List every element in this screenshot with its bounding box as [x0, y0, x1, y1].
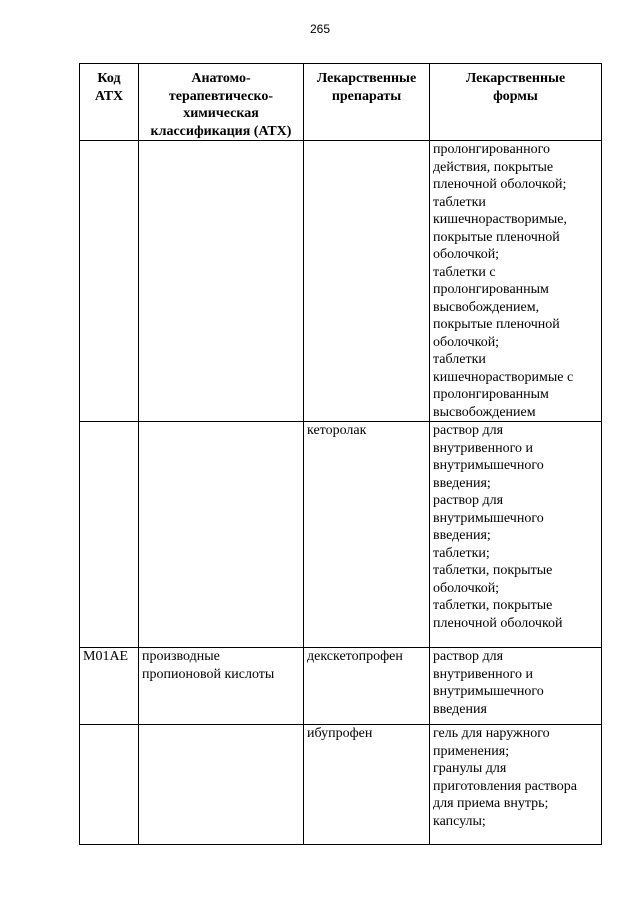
cell-text-line: таблетки;	[433, 545, 490, 561]
table-row	[80, 648, 602, 725]
cell-text-line: гранулы для	[433, 761, 507, 776]
cell-text-line: для приема внутрь;	[433, 796, 549, 811]
cell-text-line: кеторолак	[307, 423, 367, 438]
cell-classification	[139, 648, 304, 725]
cell-text-line: покрытые пленочной	[433, 317, 560, 332]
cell-text-line: пленочной оболочкой	[433, 615, 563, 631]
cell-text-line: действия, покрытые	[433, 159, 554, 175]
cell-text-line: пропионовой кислоты	[142, 666, 275, 682]
cell-text-line: высвобождением,	[433, 299, 540, 315]
cell-text-line: кишечнорастворимые с	[433, 369, 574, 385]
cell-code	[80, 725, 139, 845]
cell-text-line: приготовления раствора	[433, 778, 577, 794]
cell-text-line: ибупрофен	[307, 726, 373, 741]
cell-text-line: таблетки	[433, 352, 486, 367]
cell-text-line: классификация (АТХ)	[150, 123, 292, 139]
cell-text-line: декскетопрофен	[307, 649, 403, 664]
cell-text-line: Лекарственные	[316, 71, 417, 86]
cell-text-line: оболочкой;	[433, 334, 500, 350]
table-header-row	[80, 64, 602, 141]
cell-classification	[139, 422, 304, 648]
cell-text-line: таблетки, покрытые	[433, 598, 553, 613]
cell-text-line: введения	[433, 701, 487, 717]
cell-drug	[304, 648, 430, 725]
table-row	[80, 422, 602, 648]
cell-drug	[304, 725, 430, 845]
cell-classification	[139, 141, 304, 422]
cell-text-line: применения;	[433, 743, 510, 759]
cell-text-line: введения;	[433, 475, 491, 491]
cell-classification	[139, 725, 304, 845]
cell-text-line: таблетки	[433, 194, 486, 210]
cell-text-line: формы	[493, 88, 538, 104]
header-drugs	[304, 64, 430, 141]
cell-text-line: внутримышечного	[433, 510, 544, 526]
table-row	[80, 141, 602, 422]
cell-text-line: пролонгированным	[433, 282, 549, 297]
cell-text-line: препараты	[331, 88, 402, 104]
cell-text-line: Код	[97, 71, 121, 86]
cell-text-line: покрытые пленочной	[433, 229, 560, 245]
cell-text-line: оболочкой;	[433, 580, 500, 596]
cell-forms	[430, 141, 602, 422]
page-number: 265	[309, 22, 331, 36]
cell-code	[80, 422, 139, 648]
cell-code	[80, 648, 139, 725]
cell-text-line: внутримышечного	[433, 458, 544, 473]
cell-forms	[430, 725, 602, 845]
cell-text-line: M01AE	[83, 649, 129, 664]
cell-text-line: Анатомо-	[191, 71, 251, 86]
cell-text-line: внутривенного и	[433, 666, 533, 682]
cell-drug	[304, 422, 430, 648]
cell-text-line: кишечнорастворимые,	[433, 212, 568, 227]
cell-text-line: внутримышечного	[433, 684, 544, 699]
cell-text-line: таблетки с	[433, 264, 496, 280]
header-atc-classification	[139, 64, 304, 141]
cell-text-line: раствор для	[433, 649, 504, 664]
cell-text-line: внутривенного и	[433, 440, 533, 456]
cell-text-line: раствор для	[433, 493, 504, 508]
cell-text-line: Лекарственные	[465, 71, 566, 86]
cell-text-line: таблетки, покрытые	[433, 563, 553, 578]
cell-text-line: терапевтическо-	[168, 88, 274, 104]
cell-text-line: АТХ	[94, 88, 124, 104]
cell-text-line: пленочной оболочкой;	[433, 177, 567, 192]
cell-text-line: пролонгированным	[433, 387, 549, 402]
cell-text-line: введения;	[433, 528, 491, 543]
cell-code	[80, 141, 139, 422]
cell-text-line: гель для наружного	[433, 726, 550, 741]
header-atc-code	[80, 64, 139, 141]
cell-text-line: пролонгированного	[433, 142, 551, 157]
cell-drug	[304, 141, 430, 422]
cell-forms	[430, 648, 602, 725]
cell-text-line: оболочкой;	[433, 247, 500, 262]
cell-text-line: раствор для	[433, 423, 504, 438]
header-dosage-forms	[430, 64, 602, 141]
cell-text-line: производные	[142, 649, 220, 664]
table-row	[80, 725, 602, 845]
cell-text-line: высвобождением	[433, 404, 536, 420]
cell-forms	[430, 422, 602, 648]
atc-drug-table	[79, 63, 602, 845]
cell-text-line: химическая	[183, 106, 259, 121]
cell-text-line: капсулы;	[433, 813, 486, 829]
